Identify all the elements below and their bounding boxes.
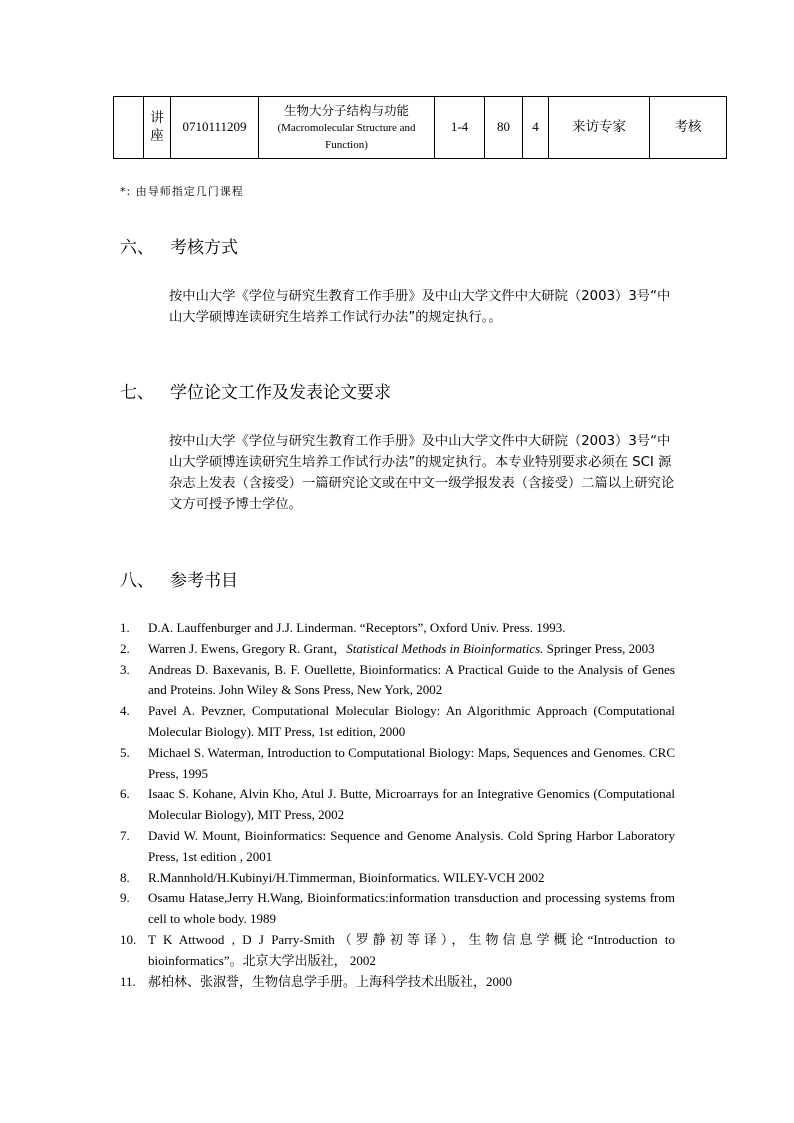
section-paragraph-assessment: 按中山大学《学位与研究生教育工作手册》及中山大学文件中大研院（2003）3号“中山大学硕博连读研究生培养工作试行办法”的规定执行。。 (169, 289, 671, 325)
reference-text (148, 641, 655, 656)
list-item (120, 618, 675, 639)
assessment-cell: 考核 (650, 97, 727, 159)
reference-text: Osamu Hatase,Jerry H.Wang, Bioinformatics:information transduction and processing systems from cell to whole body. 1989 (148, 890, 675, 927)
table-footnote: *: 由导师指定几门课程 (120, 185, 244, 198)
section-number: 八、 (120, 571, 154, 591)
section-heading-references (120, 566, 238, 591)
course-name-en: (Macromolecular Structure and Function) (277, 122, 416, 152)
section-number: 七、 (120, 383, 154, 403)
reference-number: 1. (120, 620, 130, 635)
reference-number: 4. (120, 703, 130, 719)
list-item (120, 660, 675, 702)
reference-text: T K Attwood , D J Parry-Smith（罗静初等译），生物信息学概论“Introduction to bioinformatics”。北京大学出版社， 2002 (148, 931, 675, 968)
reference-number: 6. (120, 786, 130, 802)
table-row (114, 97, 727, 159)
reference-list (120, 618, 675, 992)
reference-text: Michael S. Waterman, Introduction to Computational Biology: Maps, Sequences and Genomes. CRC Press, 1995 (148, 744, 675, 781)
section-title: 考核方式 (170, 238, 238, 258)
semester-cell: 1-4 (435, 97, 485, 159)
reference-number: 5. (120, 744, 130, 760)
list-item (120, 826, 675, 868)
list-item (120, 930, 675, 972)
list-item (120, 639, 675, 660)
reference-text: D.A. Lauffenburger and J.J. Linderman. “Receptors”, Oxford Univ. Press. 1993. (148, 620, 566, 635)
reference-text: Isaac S. Kohane, Alvin Kho, Atul J. Butte, Microarrays for an Integrative Genomics (Computational Molecular Biology), MIT Press, 2002 (148, 786, 675, 823)
reference-text: Pavel A. Pevzner, Computational Molecular Biology: An Algorithmic Approach (Computational Molecular Biology). MIT Press, 1st edition, 2000 (148, 703, 675, 739)
reference-publisher: Springer Press, 2003 (543, 640, 655, 656)
section-heading-thesis (120, 378, 391, 403)
course-table (113, 96, 727, 159)
instructor-cell: 来访专家 (549, 97, 650, 159)
reference-number: 8. (120, 869, 130, 885)
section-heading-assessment (120, 233, 238, 258)
course-name-cell (259, 97, 435, 159)
reference-text: R.Mannhold/H.Kubinyi/H.Timmerman, Bioinformatics. WILEY-VCH 2002 (148, 869, 545, 885)
reference-number: 11. (120, 973, 136, 989)
reference-text: Andreas D. Baxevanis, B. F. Ouellette, Bioinformatics: A Practical Guide to the Analysis of Genes and Proteins. John Wiley & Sons Press, New York, 2002 (148, 661, 675, 698)
list-item (120, 743, 675, 785)
reference-number: 7. (120, 827, 130, 843)
section-paragraph-thesis: 按中山大学《学位与研究生教育工作手册》及中山大学文件中大研院（2003）3号“中山大学硕博连读研究生培养工作试行办法”的规定执行。本专业特别要求必须在 SCI 源杂志上发表（含接受）一篇研究论文或在中文一级学报发表（含接受）二篇以上研究论文方可授予博士学位。 (169, 434, 675, 512)
section-title: 参考书目 (170, 571, 238, 591)
credits-cell: 4 (523, 97, 549, 159)
reference-number: 2. (120, 640, 130, 656)
reference-number: 3. (120, 661, 130, 677)
list-item (120, 868, 675, 889)
reference-text: 郝柏林、张淑誉，生物信息学手册。上海科学技术出版社，2000 (148, 973, 513, 989)
section-title: 学位论文工作及发表论文要求 (170, 383, 391, 403)
hours-cell: 80 (485, 97, 523, 159)
section-number: 六、 (120, 238, 154, 258)
reference-title-italic: Statistical Methods in Bioinformatics. (346, 640, 544, 656)
blank-cell (114, 97, 144, 159)
list-item (120, 784, 675, 826)
course-code-cell: 0710111209 (171, 97, 259, 159)
reference-number: 9. (120, 890, 130, 906)
reference-text: David W. Mount, Bioinformatics: Sequence and Genome Analysis. Cold Spring Harbor Laboratory Press, 1st edition , 2001 (148, 827, 675, 864)
list-item (120, 701, 675, 743)
reference-number: 10. (120, 931, 137, 947)
category-cell: 讲座 (144, 97, 171, 159)
course-name-cn: 生物大分子结构与功能 (283, 102, 409, 118)
list-item (120, 888, 675, 930)
list-item (120, 972, 675, 993)
reference-authors: Warren J. Ewens, Gregory R. Grant， (148, 640, 347, 656)
